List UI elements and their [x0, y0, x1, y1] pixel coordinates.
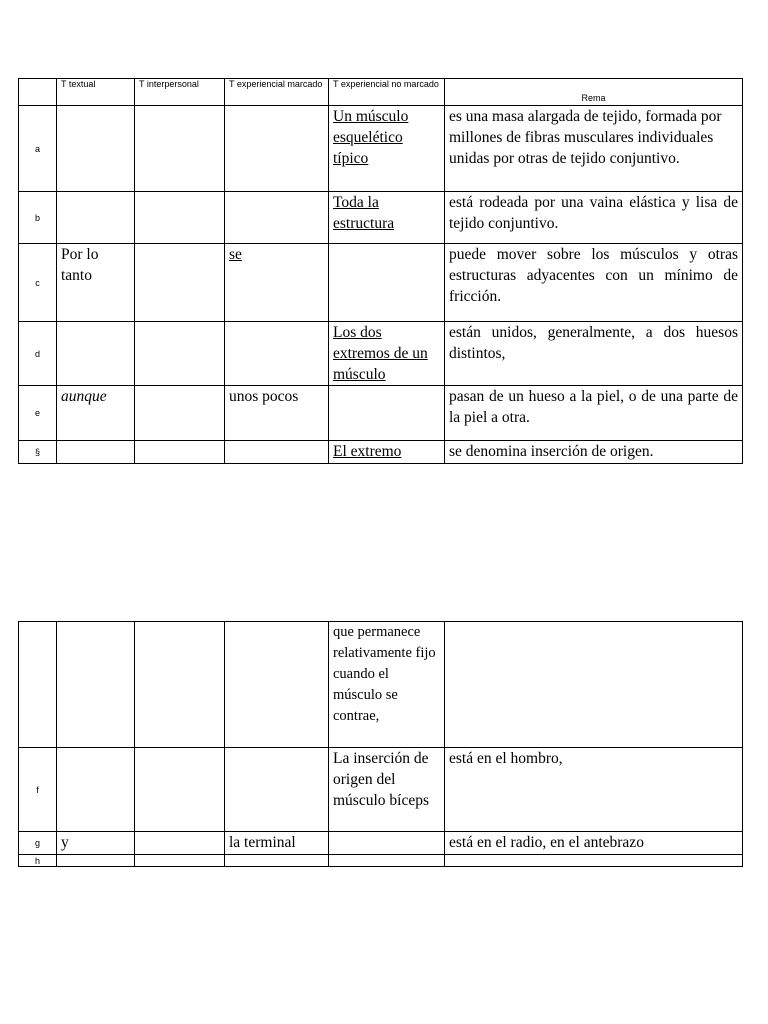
cell-rema: es una masa alargada de tejido, formada por millones de fibras musculares individuales unidas por otras de tejido conjuntivo. — [445, 106, 743, 192]
table-row — [19, 322, 743, 386]
cell-rema — [445, 855, 743, 867]
row-label: § — [19, 441, 57, 464]
cell-no-marcado — [329, 832, 445, 855]
cell-interpersonal — [135, 441, 225, 464]
cell-interpersonal — [135, 855, 225, 867]
table-row — [19, 441, 743, 464]
cell-interpersonal — [135, 386, 225, 441]
cell-no-marcado — [329, 322, 445, 386]
cell-rema: puede mover sobre los músculos y otras estructuras adyacentes con un mínimo de fricción. — [445, 244, 743, 322]
cell-textual: Por lo tanto — [57, 244, 135, 322]
header-t-experiencial-no-marcado: T experiencial no marcado — [329, 79, 445, 106]
cell-rema: se denomina inserción de origen. — [445, 441, 743, 464]
cell-interpersonal — [135, 622, 225, 748]
cell-no-marcado: que permanece relativamente fijo cuando el músculo se contrae, — [329, 622, 445, 748]
row-label: b — [19, 192, 57, 244]
underlined-theme: Toda la estructura — [333, 194, 395, 232]
cell-marcado — [225, 441, 329, 464]
italic-conjunction: aunque — [61, 388, 107, 405]
cell-no-marcado — [329, 855, 445, 867]
cell-textual — [57, 748, 135, 832]
header-t-interpersonal: T interpersonal — [135, 79, 225, 106]
cell-rema — [445, 622, 743, 748]
cell-no-marcado — [329, 106, 445, 192]
table-header-row — [19, 79, 743, 106]
underlined-theme: se — [229, 246, 242, 263]
cell-textual — [57, 386, 135, 441]
cell-marcado — [225, 106, 329, 192]
row-label: f — [19, 748, 57, 832]
cell-rema: pasan de un hueso a la piel, o de una parte de la piel a otra. — [445, 386, 743, 441]
underlined-theme: Un músculo esquelético típico — [333, 108, 409, 167]
row-label: d — [19, 322, 57, 386]
row-label: h — [19, 855, 57, 867]
cell-rema: están unidos, generalmente, a dos huesos distintos, — [445, 322, 743, 386]
underlined-theme: Los dos extremos de un músculo — [333, 324, 428, 383]
cell-rema: está en el hombro, — [445, 748, 743, 832]
table-row — [19, 192, 743, 244]
cell-marcado: unos pocos — [225, 386, 329, 441]
cell-marcado — [225, 322, 329, 386]
row-label: e — [19, 386, 57, 441]
table-row — [19, 622, 743, 748]
table-row — [19, 855, 743, 867]
cell-textual — [57, 622, 135, 748]
cell-marcado — [225, 855, 329, 867]
cell-textual — [57, 106, 135, 192]
cell-interpersonal — [135, 322, 225, 386]
cell-no-marcado — [329, 441, 445, 464]
row-label: g — [19, 832, 57, 855]
header-blank — [19, 79, 57, 106]
cell-no-marcado: La inserción de origen del músculo bíceps — [329, 748, 445, 832]
cell-textual — [57, 322, 135, 386]
underlined-theme: El extremo — [333, 443, 402, 460]
header-t-experiencial-marcado: T experiencial marcado — [225, 79, 329, 106]
cell-textual — [57, 855, 135, 867]
cell-interpersonal — [135, 748, 225, 832]
theme-rheme-table — [18, 78, 743, 464]
cell-textual: y — [57, 832, 135, 855]
header-rema: Rema — [445, 79, 743, 106]
table-row — [19, 748, 743, 832]
cell-marcado — [225, 192, 329, 244]
cell-no-marcado — [329, 244, 445, 322]
cell-marcado: la terminal — [225, 832, 329, 855]
cell-textual — [57, 441, 135, 464]
theme-rheme-table-continued — [18, 621, 743, 867]
table-row — [19, 244, 743, 322]
cell-no-marcado — [329, 386, 445, 441]
cell-no-marcado — [329, 192, 445, 244]
cell-interpersonal — [135, 106, 225, 192]
cell-textual — [57, 192, 135, 244]
header-t-textual: T textual — [57, 79, 135, 106]
cell-interpersonal — [135, 832, 225, 855]
cell-interpersonal — [135, 192, 225, 244]
table-row — [19, 106, 743, 192]
cell-rema: está en el radio, en el antebrazo — [445, 832, 743, 855]
row-label: a — [19, 106, 57, 192]
cell-interpersonal — [135, 244, 225, 322]
table-row — [19, 832, 743, 855]
table-row — [19, 386, 743, 441]
cell-marcado — [225, 244, 329, 322]
cell-marcado — [225, 622, 329, 748]
cell-marcado — [225, 748, 329, 832]
row-label — [19, 622, 57, 748]
row-label: c — [19, 244, 57, 322]
cell-rema: está rodeada por una vaina elástica y lisa de tejido conjuntivo. — [445, 192, 743, 244]
